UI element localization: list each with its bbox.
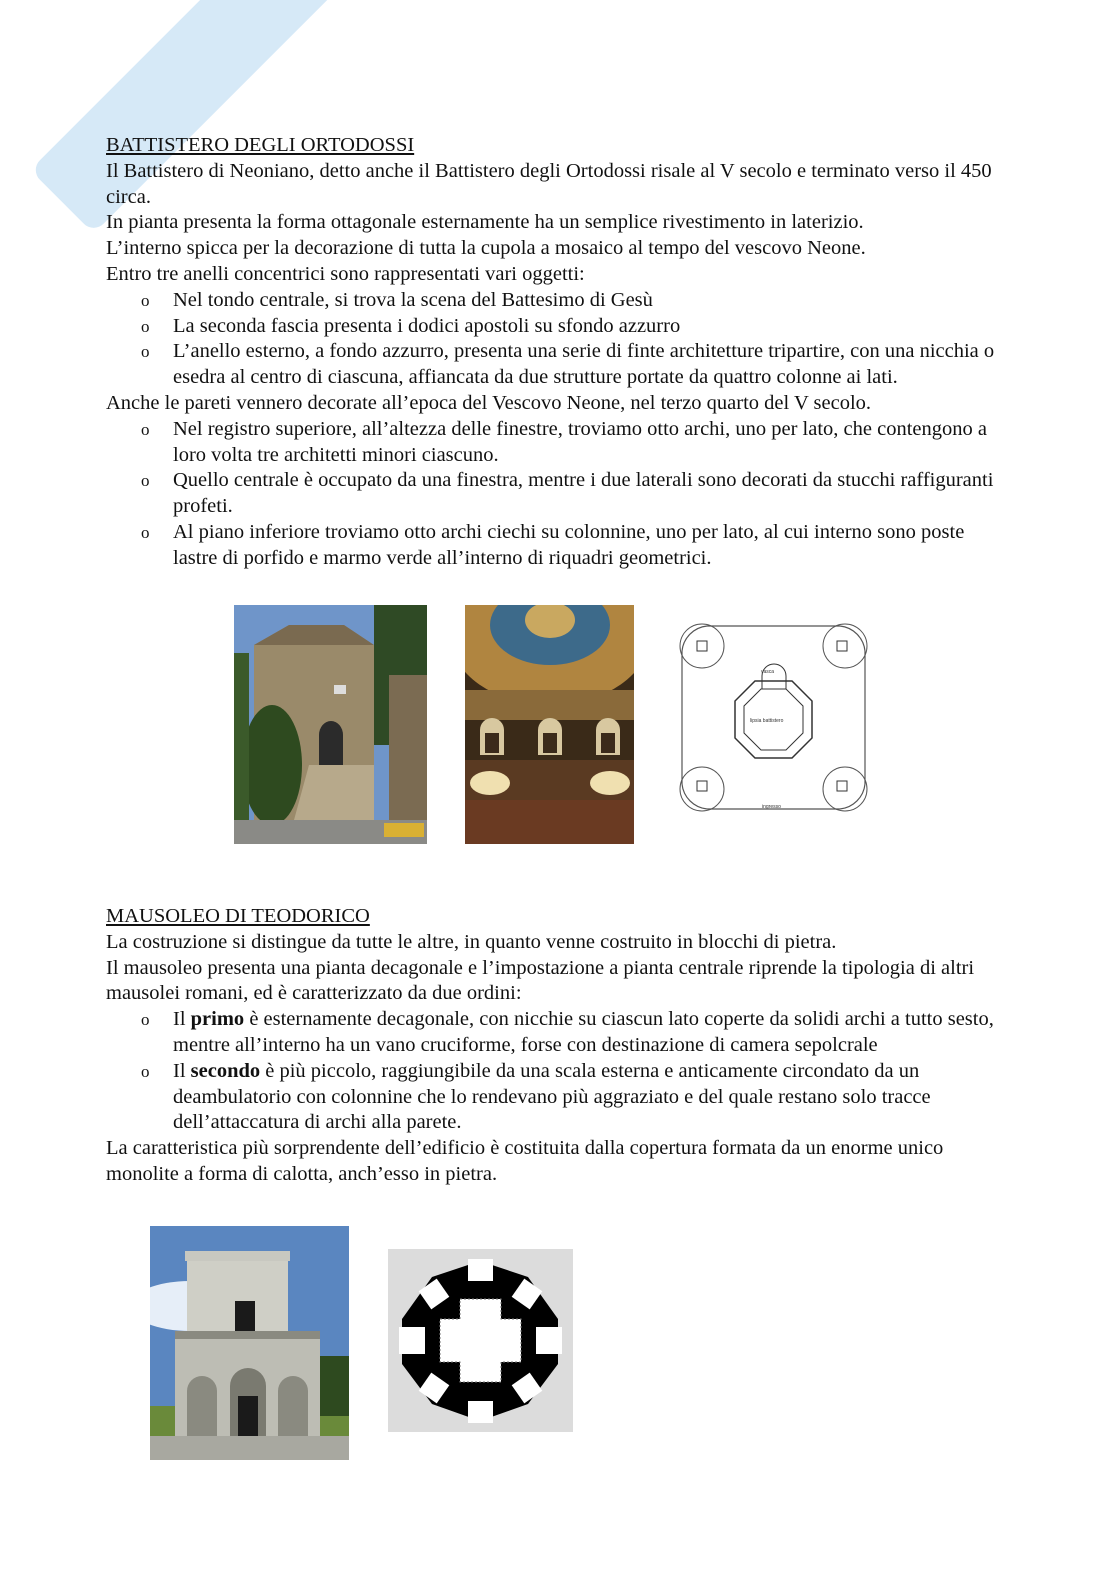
bullet-marker: o bbox=[141, 522, 150, 542]
plan-label-vasca: vasca bbox=[761, 669, 775, 675]
bullet-marker: o bbox=[141, 1061, 150, 1081]
paragraph: Il mausoleo presenta una pianta decagonale e l’impostazione a pianta centrale riprende la tipologia di altri mausolei romani, ed è caratterizzato da due ordini: bbox=[106, 956, 975, 1005]
section-mausoleo bbox=[106, 904, 1006, 1188]
bullet-list bbox=[106, 1007, 1006, 1136]
mausoleo-photo bbox=[150, 1226, 349, 1460]
section-title: MAUSOLEO DI TEODORICO bbox=[106, 905, 370, 927]
list-item: o Il primo è esternamente decagonale, con nicchie su ciascun lato coperte da solidi archi a tutto sesto, mentre all’interno ha un vano cruciforme, forse con destinazione di camera sepolcrale bbox=[141, 1008, 994, 1056]
list-item: o L’anello esterno, a fondo azzurro, presenta una serie di finte architetture tripartire, con una nicchia o esedra al centro di ciascuna, affiancata da due strutture portate da quattro colonne ai lati. bbox=[141, 340, 995, 389]
battistero-interior-photo bbox=[465, 605, 634, 844]
bullet-list bbox=[106, 417, 1006, 572]
bullet-marker: o bbox=[141, 342, 150, 362]
paragraph: Anche le pareti vennero decorate all’epoca del Vescovo Neone, nel terzo quarto del V secolo. bbox=[106, 391, 872, 414]
list-item: o La seconda fascia presenta i dodici apostoli su sfondo azzurro bbox=[106, 314, 1006, 340]
list-item: o Il secondo è più piccolo, raggiungibile da una scala esterna e anticamente circondato da un deambulatorio con colonnine che lo rendevano più aggraziato e del quale restano solo tracce dell’attaccatura di archi alla parete. bbox=[141, 1059, 931, 1134]
plan-label-ingresso: ingresso bbox=[762, 804, 781, 810]
bullet-marker: o bbox=[141, 471, 150, 491]
paragraph: Entro tre anelli concentrici sono rappresentati vari oggetti: bbox=[106, 262, 585, 285]
list-item: o Nel tondo centrale, si trova la scena del Battesimo di Gesù bbox=[106, 288, 1006, 314]
paragraph: La costruzione si distingue da tutte le altre, in quanto venne costruito in blocchi di pietra. bbox=[106, 930, 837, 953]
bullet-list bbox=[106, 288, 1006, 391]
battistero-plan-drawing bbox=[672, 616, 875, 819]
paragraph: Il Battistero di Neoniano, detto anche il Battistero degli Ortodossi risale al V secolo e terminato verso il 450 circa. bbox=[106, 159, 992, 208]
list-item: o Al piano inferiore troviamo otto archi ciechi su colonnine, uno per lato, al cui interno sono poste lastre di porfido e marmo verde all’interno di riquadri geometrici. bbox=[141, 520, 965, 569]
bullet-marker: o bbox=[141, 419, 150, 439]
mausoleo-plan-drawing bbox=[388, 1249, 573, 1432]
section-battistero bbox=[106, 133, 1006, 572]
paragraph: L’interno spicca per la decorazione di tutta la cupola a mosaico al tempo del vescovo Neone. bbox=[106, 237, 866, 260]
plan-label-inside: lipsia battistero bbox=[750, 718, 784, 724]
section-title: BATTISTERO DEGLI ORTODOSSI bbox=[106, 134, 415, 156]
list-item: o Quello centrale è occupato da una finestra, mentre i due laterali sono decorati da stucchi raffiguranti profeti. bbox=[141, 469, 994, 518]
paragraph: In pianta presenta la forma ottagonale esternamente ha un semplice rivestimento in laterizio. bbox=[106, 211, 864, 234]
list-item: o Nel registro superiore, all’altezza delle finestre, troviamo otto archi, uno per lato, che contengono a loro volta tre architetti minori ciascuno. bbox=[141, 417, 987, 466]
bullet-marker: o bbox=[141, 316, 150, 336]
bullet-marker: o bbox=[141, 290, 150, 310]
bullet-marker: o bbox=[141, 1010, 150, 1030]
paragraph: La caratteristica più sorprendente dell’edificio è costituita dalla copertura formata da un enorme unico monolite a forma di calotta, anch’esso in pietra. bbox=[106, 1137, 944, 1185]
battistero-exterior-photo bbox=[234, 605, 427, 844]
